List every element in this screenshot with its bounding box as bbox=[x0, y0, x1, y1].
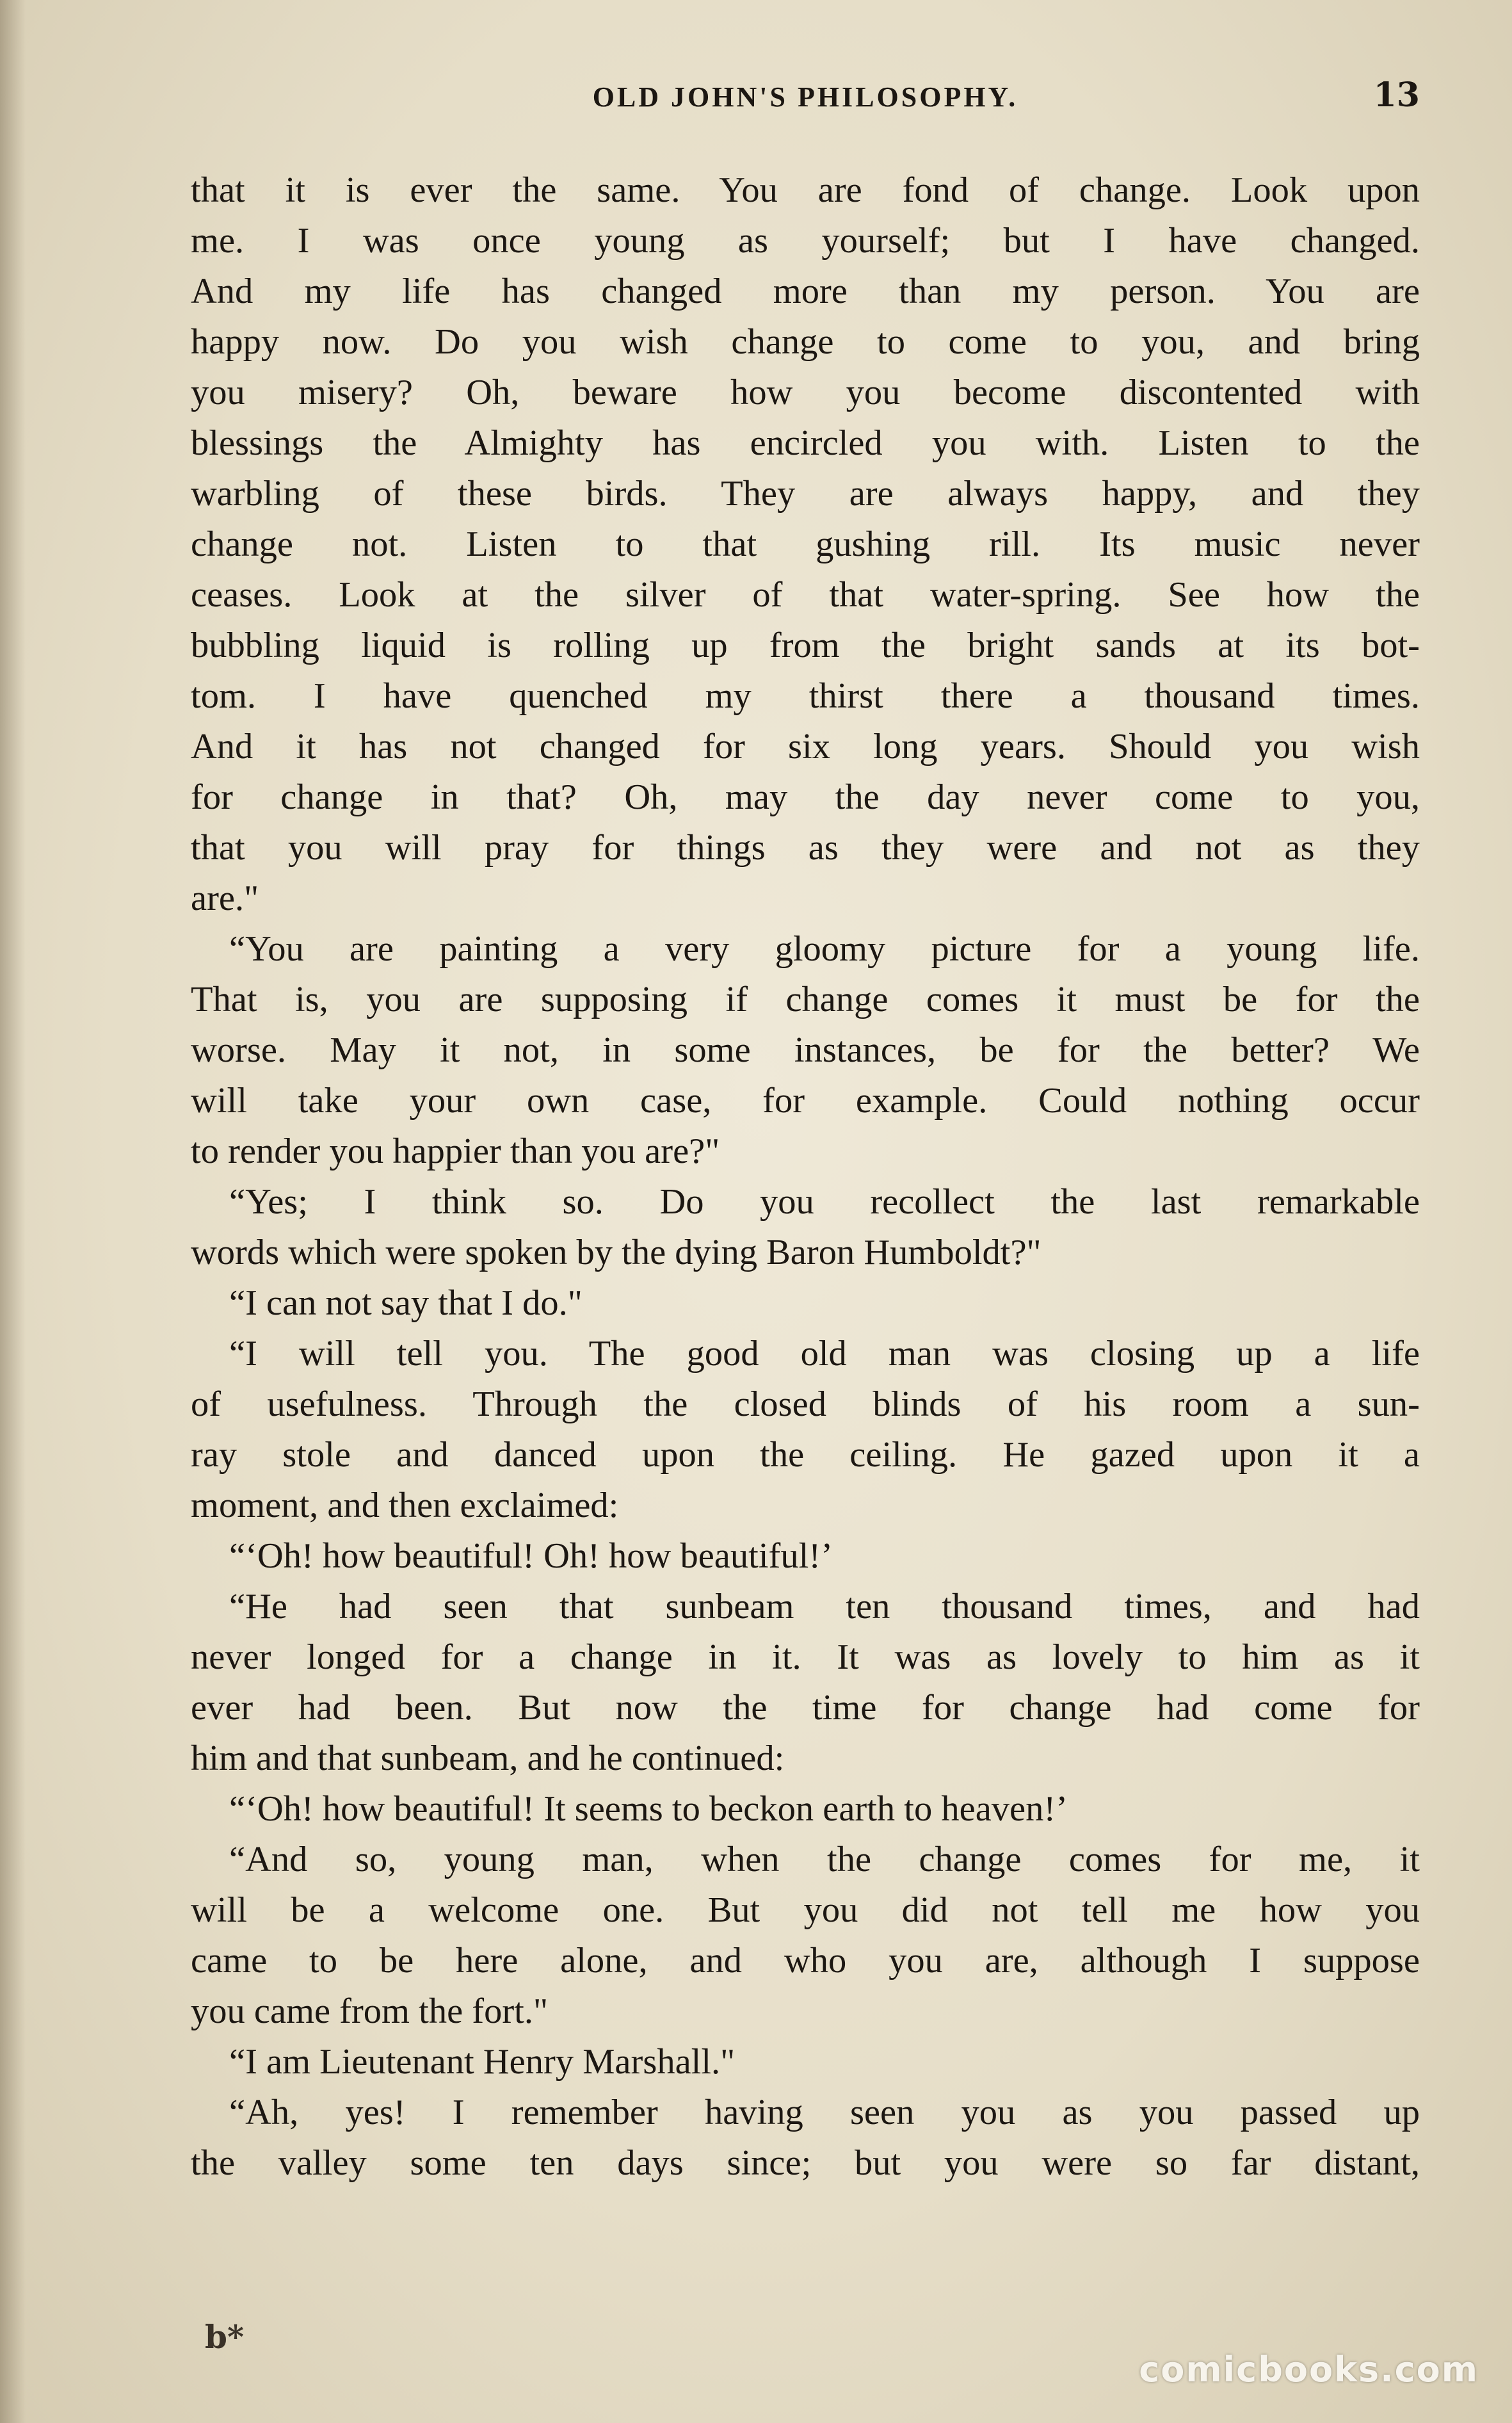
spine-shadow bbox=[0, 0, 26, 2423]
text-line: “‘Oh! how beautiful! It seems to beckon earth to heaven!’ bbox=[229, 1789, 1068, 1829]
text-line: “He had seen that sunbeam ten thousand times, and had bbox=[229, 1587, 1420, 1626]
text-line: “Yes; I think so. Do you recollect the last remarkable bbox=[229, 1182, 1420, 1222]
text-line: the valley some ten days since; but you were so far distant, bbox=[191, 2143, 1420, 2183]
text-line: will be a welcome one. But you did not tell me how you bbox=[191, 1890, 1420, 1930]
text-line: And my life has changed more than my person. You are bbox=[191, 271, 1420, 311]
text-line: warbling of these birds. They are always happy, and they bbox=[191, 474, 1420, 514]
text-line: “‘Oh! how beautiful! Oh! how beautiful!’ bbox=[229, 1536, 833, 1576]
text-line: never longed for a change in it. It was as lovely to him as it bbox=[191, 1637, 1420, 1677]
text-line: to render you happier than you are?" bbox=[191, 1131, 720, 1171]
text-line: “I will tell you. The good old man was closing up a life bbox=[229, 1334, 1420, 1374]
watermark: comicbooks.com bbox=[1139, 2349, 1479, 2390]
text-line: worse. May it not, in some instances, be for the better? We bbox=[191, 1030, 1420, 1070]
text-line: you misery? Oh, beware how you become discontented with bbox=[191, 373, 1420, 412]
text-line: you came from the fort." bbox=[191, 1991, 549, 2031]
page-number: 13 bbox=[1373, 76, 1420, 115]
text-line: “Ah, yes! I remember having seen you as you passed up bbox=[229, 2093, 1420, 2132]
text-line: moment, and then exclaimed: bbox=[191, 1486, 619, 1525]
running-head bbox=[191, 76, 1420, 120]
text-line: ceases. Look at the silver of that water-spring. See how the bbox=[191, 575, 1420, 615]
body-text bbox=[191, 165, 1420, 2189]
text-line: “And so, young man, when the change comes for me, it bbox=[229, 1840, 1420, 1879]
text-line: bubbling liquid is rolling up from the bright sands at its bot- bbox=[191, 626, 1420, 665]
text-line: came to be here alone, and who you are, although I suppose bbox=[191, 1941, 1420, 1981]
text-line: “I can not say that I do." bbox=[229, 1283, 583, 1323]
text-line: me. I was once young as yourself; but I have changed. bbox=[191, 221, 1420, 261]
text-line: ray stole and danced upon the ceiling. He gazed upon it a bbox=[191, 1435, 1420, 1475]
text-line: And it has not changed for six long years. Should you wish bbox=[191, 727, 1420, 766]
text-line: “You are painting a very gloomy picture for a young life. bbox=[229, 929, 1420, 969]
text-line: blessings the Almighty has encircled you with. Listen to the bbox=[191, 423, 1420, 463]
text-line: will take your own case, for example. Could nothing occur bbox=[191, 1081, 1420, 1121]
text-line: change not. Listen to that gushing rill. Its music never bbox=[191, 524, 1420, 564]
text-line: him and that sunbeam, and he continued: bbox=[191, 1738, 785, 1778]
text-line: of usefulness. Through the closed blinds of his room a sun- bbox=[191, 1384, 1420, 1424]
text-line: ever had been. But now the time for change had come for bbox=[191, 1688, 1420, 1728]
text-line: That is, you are supposing if change comes it must be for the bbox=[191, 980, 1420, 1019]
text-line: “I am Lieutenant Henry Marshall." bbox=[229, 2042, 736, 2082]
text-line: for change in that? Oh, may the day never come to you, bbox=[191, 777, 1420, 817]
text-line: that it is ever the same. You are fond of change. Look upon bbox=[191, 170, 1420, 210]
text-line: words which were spoken by the dying Baron Humboldt?" bbox=[191, 1233, 1042, 1272]
text-line: happy now. Do you wish change to come to you, and bring bbox=[191, 322, 1420, 362]
signature-mark: b* bbox=[205, 2318, 245, 2356]
text-line: are." bbox=[191, 879, 259, 918]
text-line: tom. I have quenched my thirst there a thousand times. bbox=[191, 676, 1420, 716]
running-title: OLD JOHN'S PHILOSOPHY. bbox=[592, 81, 1018, 113]
text-line: that you will pray for things as they were and not as they bbox=[191, 828, 1420, 868]
